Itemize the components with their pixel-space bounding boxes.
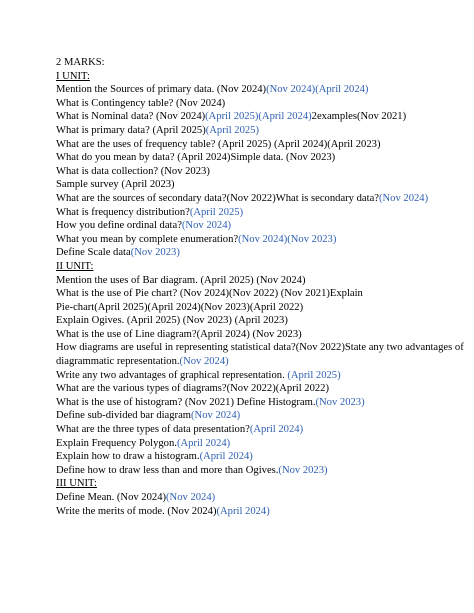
question-dates: (April 2025) <box>189 206 244 218</box>
question-list <box>56 274 466 478</box>
question-text: Explain how to draw a histogram. <box>56 451 200 463</box>
question-item <box>56 246 466 260</box>
question-item <box>56 138 466 152</box>
question-text: Write any two advantages of graphical representation. <box>56 369 288 381</box>
question-item <box>56 328 466 342</box>
question-item <box>56 192 466 206</box>
question-text: Explain Frequency Polygon. <box>56 437 177 449</box>
question-item <box>56 233 466 247</box>
units-container <box>56 70 466 519</box>
question-item <box>56 437 466 451</box>
unit-section <box>56 260 466 478</box>
question-text: What are the various types of diagrams?(Nov 2022)(April 2022) <box>56 383 330 395</box>
question-text: What is the use of Line diagram?(April 2024) (Nov 2023) <box>56 328 302 340</box>
question-item <box>56 301 466 315</box>
question-item <box>56 450 466 464</box>
question-item <box>56 491 466 505</box>
question-text: What is Nominal data? (Nov 2024) <box>56 111 206 123</box>
question-dates: (Nov 2024) <box>181 220 232 232</box>
question-text: Explain Ogives. (April 2025) (Nov 2023) (April 2023) <box>56 315 288 327</box>
question-item <box>56 369 466 383</box>
question-text: What are the uses of frequency table? (April 2025) (April 2024)(April 2023) <box>56 138 381 150</box>
question-dates: (April 2025) <box>205 124 260 136</box>
question-dates: (Nov 2023) <box>315 396 365 408</box>
question-item <box>56 165 466 179</box>
question-item <box>56 97 466 111</box>
question-item <box>56 206 466 220</box>
question-text: Mention the Sources of primary data. (Nov 2024) <box>56 84 267 96</box>
question-text: What is the use of Pie chart? (Nov 2024)(Nov 2022) (Nov 2021)Explain <box>56 288 363 300</box>
question-dates: (Nov 2024) <box>378 192 429 204</box>
document-page <box>56 56 466 518</box>
question-item <box>56 341 466 368</box>
question-item <box>56 274 466 288</box>
question-text: What you mean by complete enumeration? <box>56 233 239 245</box>
question-dates: (April 2025) <box>287 369 341 381</box>
question-dates: (Nov 2023) <box>278 464 328 476</box>
unit-title: III UNIT: <box>56 478 97 490</box>
question-item <box>56 423 466 437</box>
question-item <box>56 464 466 478</box>
question-text: Define how to draw less than and more than Ogives. <box>56 464 279 476</box>
question-list <box>56 83 466 260</box>
question-dates: (Nov 2023) <box>130 247 180 259</box>
question-dates: (Nov 2024)(Nov 2023) <box>238 233 337 245</box>
question-item <box>56 83 466 97</box>
question-text: What are the three types of data presentation? <box>56 424 250 436</box>
question-dates: (April 2024) <box>249 424 304 436</box>
question-text: What is data collection? (Nov 2023) <box>56 165 210 177</box>
question-text: What do you mean by data? (April 2024)Simple data. (Nov 2023) <box>56 152 336 164</box>
question-text: How diagrams are useful in representing statistical data?(Nov 2022)State any two advantages of diagrammatic representation. <box>56 342 464 368</box>
question-text: What is frequency distribution? <box>56 206 190 218</box>
question-text: Define Scale data <box>56 247 131 259</box>
question-item <box>56 314 466 328</box>
question-text: What is the use of histogram? (Nov 2021) Define Histogram. <box>56 396 316 408</box>
question-text: Pie-chart(April 2025)(April 2024)(Nov 2023)(April 2022) <box>56 301 304 313</box>
question-dates: (April 2025)(April 2024) <box>205 111 312 123</box>
question-item <box>56 178 466 192</box>
question-item <box>56 409 466 423</box>
question-list <box>56 491 466 518</box>
question-dates: (Nov 2024) <box>191 410 241 422</box>
question-text: Sample survey (April 2023) <box>56 179 175 191</box>
unit-title: I UNIT: <box>56 70 90 82</box>
unit-title: II UNIT: <box>56 260 94 272</box>
question-dates: (April 2024) <box>176 437 231 449</box>
question-text: What is primary data? (April 2025) <box>56 124 206 136</box>
question-dates: (Nov 2024) <box>179 356 229 368</box>
question-item <box>56 124 466 138</box>
question-text: Mention the uses of Bar diagram. (April 2025) (Nov 2024) <box>56 274 306 286</box>
question-dates: (April 2024) <box>199 451 253 463</box>
question-item <box>56 382 466 396</box>
question-dates: (Nov 2024)(April 2024) <box>266 84 369 96</box>
question-text: What are the sources of secondary data?(Nov 2022)What is secondary data? <box>56 192 379 204</box>
question-item <box>56 110 466 124</box>
question-text: What is Contingency table? (Nov 2024) <box>56 97 226 109</box>
question-text-suffix: 2examples(Nov 2021) <box>311 111 407 123</box>
question-dates: (April 2024) <box>216 505 270 517</box>
question-item <box>56 505 466 519</box>
question-text: Define sub-divided bar diagram <box>56 410 192 422</box>
question-item <box>56 151 466 165</box>
question-item <box>56 396 466 410</box>
unit-section <box>56 477 466 518</box>
question-text: Write the merits of mode. (Nov 2024) <box>56 505 217 517</box>
unit-section <box>56 70 466 260</box>
question-dates: (Nov 2024) <box>166 492 216 503</box>
question-text: How you define ordinal data? <box>56 220 182 232</box>
section-heading: 2 MARKS: <box>56 57 105 68</box>
question-item <box>56 287 466 301</box>
question-text: Define Mean. (Nov 2024) <box>56 492 167 503</box>
question-item <box>56 219 466 233</box>
